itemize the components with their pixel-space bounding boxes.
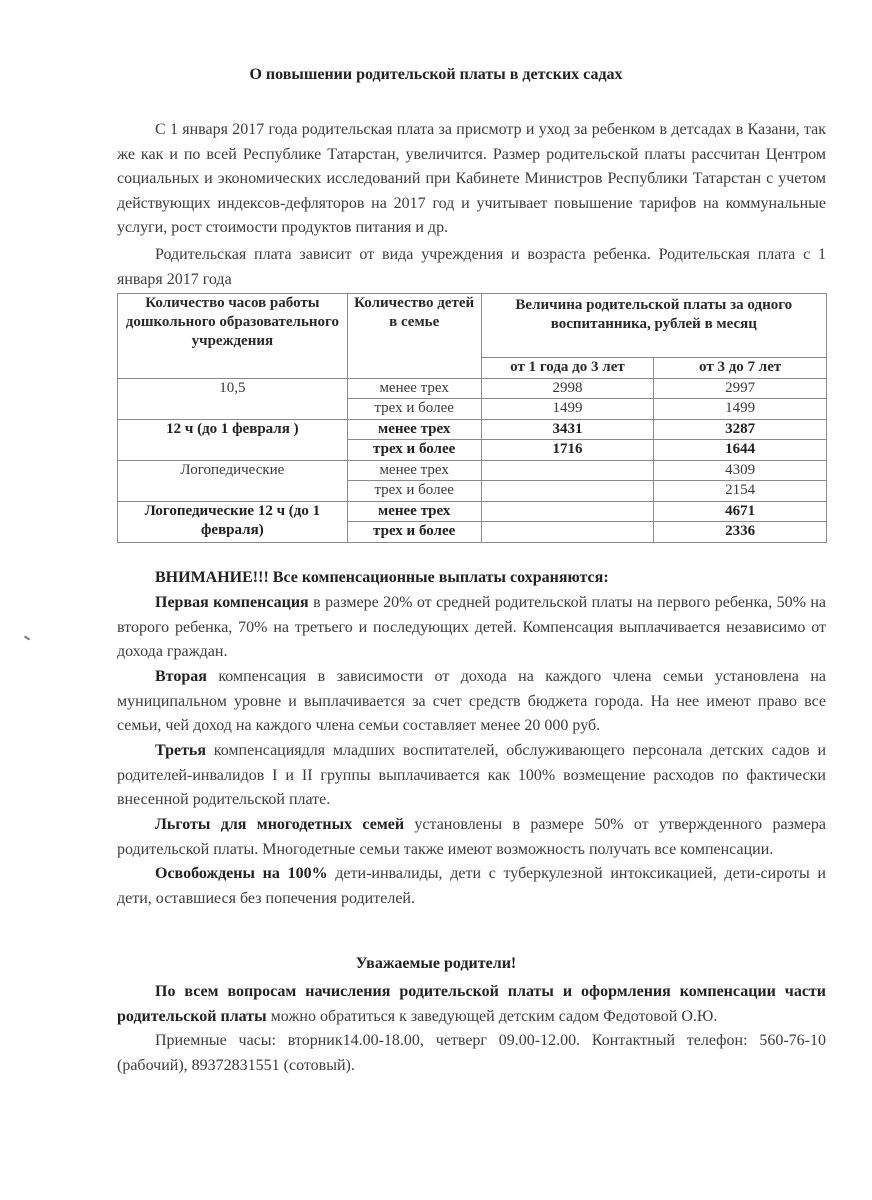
fee-cell: 1644 (654, 440, 827, 461)
children-cell: менее трех (347, 501, 481, 522)
fee-cell: 3287 (654, 419, 827, 440)
fee-cell (481, 522, 654, 543)
children-cell: менее трех (347, 460, 481, 481)
large-family-paragraph: Льготы для многодетных семей установлены в размере 50% от утвержденного размера родительской платы. Многодетные семьи также имеют возможность получать все компенсации. (117, 816, 827, 858)
fee-cell: 1716 (481, 440, 654, 461)
fee-cell: 1499 (654, 399, 827, 420)
group-label: Логопедические (118, 460, 348, 501)
first-compensation-paragraph: Первая компенсация в размере 20% от средней родительской платы на первого ребенка, 50% на второго ребенка, 70% на третьего и последующих детей. Компенсация выплачивается независимо от дохода граждан. (117, 594, 826, 660)
children-cell: трех и более (347, 481, 481, 502)
header-hours: Количество часов работы дошкольного образовательного учреждения (118, 294, 348, 379)
fee-cell (481, 481, 654, 502)
fee-cell: 2997 (654, 378, 827, 399)
attention-heading: ВНИМАНИЕ!!! Все компенсационные выплаты сохраняются: (155, 569, 609, 586)
group-label: 12 ч (до 1 февраля ) (118, 419, 348, 460)
third-compensation-paragraph: Третья компенсациядля младших воспитателей, обслуживающего персонала детских садов и родителей-инвалидов I и II группы выплачивается как 100% возмещение расходов по фактически внесенной родительской плате. (117, 742, 826, 808)
fee-cell: 4671 (654, 501, 827, 522)
header-age-1-3: от 1 года до 3 лет (481, 358, 654, 379)
document-title: О повышении родительской платы в детских садах (249, 66, 623, 83)
table-intro-paragraph: Родительская плата зависит от вида учреждения и возраста ребенка. Родительская плата с 1 января 2017 года (117, 246, 826, 288)
table-row (118, 501, 827, 522)
exemption-paragraph: Освобождены на 100% дети-инвалиды, дети с туберкулезной интоксикацией, дети-сироты и дети, оставшиеся без попечения родителей. (117, 865, 826, 907)
scan-speck (24, 635, 30, 640)
second-compensation-paragraph: Вторая компенсация в зависимости от дохода на каждого члена семьи установлена на муниципальном уровне и выплачивается за счет средств бюджета города. На нее имеют право все семьи, чей доход на каждого члена семьи составляет менее 20 000 руб. (117, 668, 826, 734)
header-age-3-7: от 3 до 7 лет (654, 358, 827, 379)
children-cell: менее трех (347, 419, 481, 440)
intro-paragraph: С 1 января 2017 года родительская плата за присмотр и уход за ребенком в детсадах в Казани, так же как и по всей Республике Татарстан, увеличится. Размер родительской платы рассчитан Центром социальных и экономических исследований при Кабинете Министров Республики Татарстан с учетом действующих индексов-дефляторов на 2017 год и учитывает повышение тарифов на коммунальные услуги, рост стоимости продуктов питания и др. (117, 121, 826, 236)
greeting-heading: Уважаемые родители! (355, 955, 517, 972)
fee-cell (481, 460, 654, 481)
group-label: Логопедические 12 ч (до 1 февраля) (118, 501, 348, 542)
table-row (118, 378, 827, 399)
fee-cell: 2154 (654, 481, 827, 502)
fee-cell: 2998 (481, 378, 654, 399)
fee-cell: 4309 (654, 460, 827, 481)
questions-paragraph: По всем вопросам начисления родительской платы и оформления компенсации части родительской платы можно обратиться к заведующей детским садом Федотовой О.Ю. (117, 983, 826, 1025)
group-label: 10,5 (118, 378, 348, 419)
children-cell: трех и более (347, 399, 481, 420)
reception-hours-paragraph: Приемные часы: вторник14.00-18.00, четверг 09.00-12.00. Контактный телефон: 560-76-10 (рабочий), 89372831551 (сотовый). (117, 1032, 826, 1074)
table-row (118, 419, 827, 440)
children-cell: менее трех (347, 378, 481, 399)
fee-table (117, 293, 827, 543)
header-children: Количество детей в семье (347, 294, 481, 379)
fee-cell: 3431 (481, 419, 654, 440)
children-cell: трех и более (347, 440, 481, 461)
table-row (118, 460, 827, 481)
fee-cell: 2336 (654, 522, 827, 543)
fee-cell (481, 501, 654, 522)
fee-cell: 1499 (481, 399, 654, 420)
header-fee: Величина родительской платы за одного воспитанника, рублей в месяц (481, 294, 826, 358)
children-cell: трех и более (347, 522, 481, 543)
